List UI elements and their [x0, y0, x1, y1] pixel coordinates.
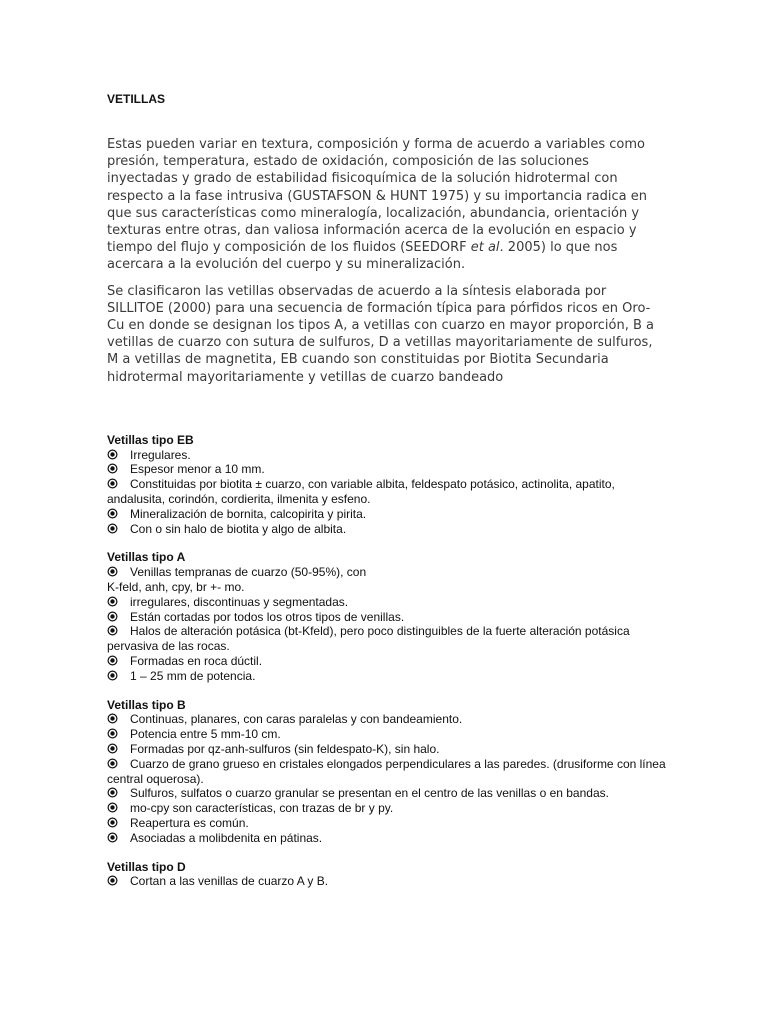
section-tipo-d	[107, 860, 667, 890]
list-item	[107, 727, 667, 742]
list-item-text: Con o sin halo de biotita y algo de albita.	[130, 521, 347, 536]
list-item-text: Potencia entre 5 mm-10 cm.	[130, 727, 281, 742]
section-heading-b: Vetillas tipo B	[107, 697, 186, 712]
list-item	[107, 448, 667, 463]
intro-italic-et-al: et al	[470, 240, 500, 256]
list-item	[107, 669, 667, 684]
circled-dot-bullet-icon	[107, 742, 130, 757]
intro-text-part-2: . 2005) lo que nos acercara a la evolución del cuerpo y su mineralización.	[107, 240, 618, 273]
list-item-text: Formadas por qz-anh-sulfuros (sin feldespato-K), sin halo.	[130, 741, 440, 756]
list-item	[107, 610, 667, 625]
bullet-list-eb	[107, 448, 667, 537]
list-item-text: Halos de alteración potásica (bt-Kfeld), pero poco distinguibles de la fuerte alteración potásica pervasiva de las rocas.	[107, 624, 630, 654]
list-item-text: mo-cpy son características, con trazas de br y py.	[130, 801, 394, 816]
list-item	[107, 874, 667, 889]
list-item	[107, 831, 667, 846]
intro-text-part-1: Estas pueden variar en textura, composición y forma de acuerdo a variables como presión, temperatura, estado de oxidación, composición de las soluciones inyectadas y grado de estabilidad fisicoquímica de la solución hidrotermal con respecto a la fase intrusiva (GUSTAFSON & HUNT 1975) y su importancia radica en que sus características como mineralogía, localización, abundancia, orientación y texturas entre otras, dan valiosa información acerca de la evolución en espacio y tiempo del flujo y composición de los fluidos (SEEDORF	[107, 137, 647, 256]
list-item	[107, 816, 667, 831]
circled-dot-bullet-icon	[107, 507, 130, 522]
list-item-text-line-1: Venillas tempranas de cuarzo (50-95%), con	[130, 565, 367, 580]
list-item	[107, 522, 667, 537]
list-item-text: Cuarzo de grano grueso en cristales elongados perpendiculares a las paredes. (drusiforme con línea central oquerosa).	[107, 756, 666, 786]
circled-dot-bullet-icon	[107, 448, 130, 463]
circled-dot-bullet-icon	[107, 786, 130, 801]
classification-paragraph: Se clasificaron las vetillas observadas de acuerdo a la síntesis elaborada por SILLITOE (2000) para una secuencia de formación típica para pórfidos ricos en Oro-Cu en donde se designan los tipos A, a vetillas con cuarzo en mayor proporción, B a vetillas de cuarzo con sutura de sulfuros, D a vetillas mayoritariamente de sulfuros, M a vetillas de magnetita, EB cuando son constituidas por Biotita Secundaria hidrotermal mayoritariamente y vetillas de cuarzo bandeado	[107, 283, 655, 385]
document-page	[107, 92, 667, 889]
list-item	[107, 565, 667, 595]
circled-dot-bullet-icon	[107, 874, 130, 889]
circled-dot-bullet-icon	[107, 757, 130, 772]
list-item-text: Continuas, planares, con caras paralelas y con bandeamiento.	[130, 712, 463, 727]
list-item-text: Formadas en roca dúctil.	[130, 654, 263, 668]
section-heading-a: Vetillas tipo A	[107, 550, 186, 565]
list-item-text-line-2: K-feld, anh, cpy, br +- mo.	[107, 580, 245, 595]
list-item	[107, 757, 667, 787]
list-item-text: irregulares, discontinuas y segmentadas.	[130, 594, 349, 609]
bullet-list-d	[107, 874, 667, 889]
circled-dot-bullet-icon	[107, 565, 130, 580]
list-item	[107, 507, 667, 522]
intro-paragraph	[107, 136, 647, 274]
list-item	[107, 462, 667, 477]
circled-dot-bullet-icon	[107, 595, 130, 610]
list-item	[107, 477, 667, 507]
circled-dot-bullet-icon	[107, 801, 130, 816]
circled-dot-bullet-icon	[107, 477, 130, 492]
circled-dot-bullet-icon	[107, 624, 130, 639]
list-item	[107, 742, 667, 757]
list-item-text: 1 – 25 mm de potencia.	[130, 668, 256, 683]
list-item	[107, 712, 667, 727]
circled-dot-bullet-icon	[107, 712, 130, 727]
list-item	[107, 595, 667, 610]
list-item-text: Están cortadas por todos los otros tipos de venillas.	[130, 609, 405, 624]
bullet-list-b	[107, 712, 667, 845]
circled-dot-bullet-icon	[107, 610, 130, 625]
circled-dot-bullet-icon	[107, 654, 130, 669]
circled-dot-bullet-icon	[107, 522, 130, 537]
list-item	[107, 624, 667, 654]
circled-dot-bullet-icon	[107, 816, 130, 831]
list-item-text: Irregulares.	[130, 447, 191, 462]
list-item-text: Constituidas por biotita ± cuarzo, con variable albita, feldespato potásico, actinolita, apatito, andalusita, corindón, cordierita, ilmenita y esfeno.	[107, 477, 615, 507]
list-item-text: Cortan a las venillas de cuarzo A y B.	[130, 874, 329, 889]
list-item	[107, 801, 667, 816]
section-tipo-eb	[107, 433, 667, 537]
section-tipo-b	[107, 698, 667, 846]
circled-dot-bullet-icon	[107, 462, 130, 477]
list-item-text: Asociadas a molibdenita en pátinas.	[130, 830, 323, 845]
list-item	[107, 654, 667, 669]
list-item-text: Reapertura es común.	[130, 815, 249, 830]
document-title: VETILLAS	[107, 92, 166, 106]
circled-dot-bullet-icon	[107, 669, 130, 684]
list-item-text: Mineralización de bornita, calcopirita y pirita.	[130, 506, 367, 521]
list-item-text: Sulfuros, sulfatos o cuarzo granular se presentan en el centro de las venillas o en bandas.	[130, 786, 609, 801]
list-item	[107, 786, 667, 801]
section-heading-d: Vetillas tipo D	[107, 859, 186, 874]
bullet-list-a	[107, 565, 667, 683]
circled-dot-bullet-icon	[107, 831, 130, 846]
section-tipo-a	[107, 550, 667, 683]
section-heading-eb: Vetillas tipo EB	[107, 432, 194, 447]
circled-dot-bullet-icon	[107, 727, 130, 742]
list-item-text: Espesor menor a 10 mm.	[130, 462, 265, 477]
